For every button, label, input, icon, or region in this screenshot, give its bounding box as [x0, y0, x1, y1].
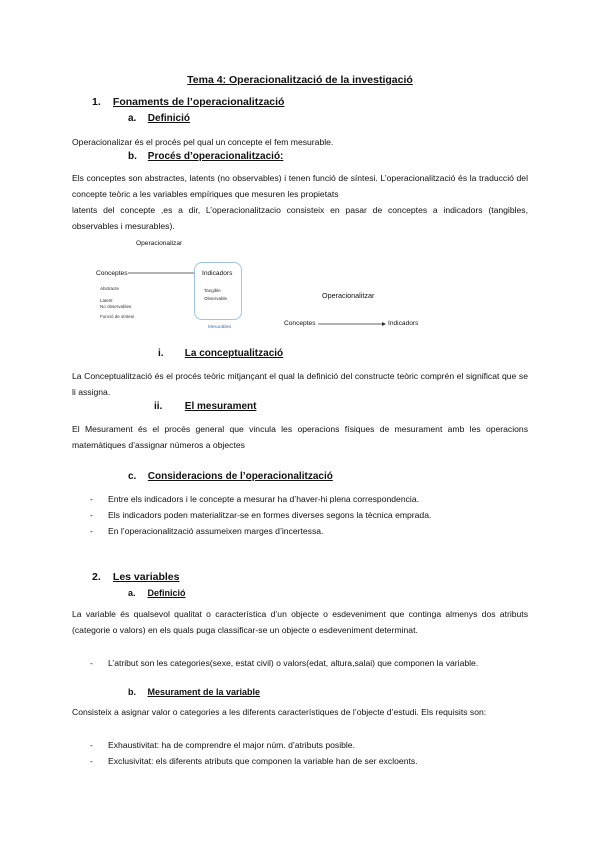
concept-attr-1: Abstracte — [100, 286, 120, 291]
bullet-dash: - — [90, 756, 93, 766]
requirement-item-2 — [90, 753, 528, 769]
subsection-1bii-label: El mesurament — [184, 401, 257, 412]
section-1-number: 1. — [92, 96, 101, 108]
subsection-1b-number: b. — [128, 151, 137, 162]
consideration-item-2 — [90, 507, 528, 523]
subsection-1a-heading — [128, 113, 190, 124]
conceptualization-paragraph: La Conceptualització és el procés teòric mitjançant el qual la definició del constructe teòric comprén el significat que se li assigna. — [72, 371, 528, 397]
concept-attr-3: No observables — [100, 304, 132, 309]
subsection-1c-number: c. — [128, 471, 137, 482]
page-title: Tema 4: Operacionalització de la investigació — [187, 74, 413, 86]
subsection-2b-label: Mesurament de la variable — [147, 687, 261, 697]
section-2-number: 2. — [92, 571, 101, 583]
variable-definition-paragraph: La variable és qualsevol qualitat o característica d’un objecte o esdeveniment que continga almenys dos atributs (categorie o valors) en els quals puga classificar-se un objecte o esdeveniment determinat. — [72, 609, 528, 635]
diagram2-concepts-label: Conceptes — [284, 320, 316, 327]
subsection-1a-label: Definició — [147, 113, 191, 124]
subsection-2a-label: Definició — [147, 588, 186, 598]
bullet-dash: - — [90, 658, 93, 668]
subsection-2a-heading — [128, 588, 186, 598]
section-1-heading — [92, 96, 284, 108]
diagram-title: Operacionalizar — [136, 240, 183, 247]
requirement-item-1 — [90, 737, 528, 753]
bullet-dash: - — [90, 740, 93, 750]
attribute-item-text: L’atribut son les categories(sexe, estat civil) o valors(edat, altura,salai) que componen la variable. — [108, 658, 479, 668]
bullet-dash: - — [90, 526, 93, 536]
diagram2-indicators-label: Indicadors — [388, 320, 419, 327]
subsection-1bii-number: ii. — [154, 401, 163, 412]
section-2-label: Les variables — [112, 571, 180, 583]
requirement-item-1-text: Exhaustivitat: ha de comprendre el major núm. d’atributs posible. — [108, 740, 355, 750]
diagram2-title: Operacionalitzar — [322, 291, 375, 300]
subsection-1a-number: a. — [128, 113, 137, 124]
subsection-1bi-heading — [158, 348, 283, 359]
bullet-dash: - — [90, 510, 93, 520]
subsection-2b-number: b. — [128, 687, 136, 697]
diagram-indicators-label: Indicadors — [202, 270, 233, 277]
subsection-1bii-heading — [154, 401, 256, 412]
subsection-2a-number: a. — [128, 588, 136, 598]
section-1-label: Fonaments de l’operacionalització — [112, 96, 285, 108]
consideration-item-3 — [90, 523, 528, 539]
attribute-item — [90, 655, 528, 687]
indicator-attr-1: Tangible — [204, 288, 221, 293]
measurement-paragraph: El Mesurament és el procés general que vincula les operacions físiques de mesurament amb les operacions matemàtiques d’assignar números a objectes — [72, 424, 528, 450]
indicator-measurable: Mesurables — [208, 324, 232, 329]
subsection-1c-label: Consideracions de l’operacionalització — [147, 471, 333, 482]
consideration-item-1-text: Entre els indicadors i le concepte a mesurar ha d’haver-hi plena correspondencia. — [108, 494, 419, 504]
diagram2-arrow — [280, 286, 430, 336]
concept-attr-4: Funció de síntesi — [100, 314, 135, 319]
subsection-1bi-label: La conceptualització — [184, 348, 284, 359]
indicator-attr-2: Observable — [204, 296, 228, 301]
operationalize-diagram-simple — [280, 286, 430, 336]
subsection-1b-label: Procés d’operacionalització: — [147, 151, 284, 162]
process-paragraph-2: latents del concepte ,es a dir, L’operacionalitzacio consisteix en pasar de conceptes a indicadors (tangibles, observables i mesurables). — [72, 205, 528, 231]
bullet-dash: - — [90, 494, 93, 504]
consideration-item-3-text: En l’operacionalització assumeixen marges d’incertessa. — [108, 526, 324, 536]
requirement-item-2-text: Exclusivitat: els diferents atributs que componen la variable han de ser excloents. — [108, 756, 418, 766]
definition-paragraph: Operacionalizar és el procés pel qual un concepte el fem mesurable. — [72, 137, 334, 147]
subsection-1b-heading — [128, 151, 283, 162]
subsection-1c-heading — [128, 471, 333, 482]
section-2-heading — [92, 571, 179, 583]
operationalize-diagram — [80, 236, 280, 336]
consideration-item-2-text: Els indicadors poden materialitzar-se en formes diverses segons la tècnica emprada. — [108, 510, 432, 520]
concept-attr-2: Latent — [100, 298, 113, 303]
subsection-1bi-number: i. — [158, 348, 164, 359]
diagram-concepts-label: Conceptes — [96, 270, 128, 277]
variable-measurement-paragraph: Consisteix a asignar valor o categories a les diferents característiques de l’objecte d’estudi. Els requisits son: — [72, 707, 487, 717]
subsection-2b-heading — [128, 687, 260, 697]
consideration-item-1 — [90, 491, 528, 507]
process-paragraph-1: Els conceptes son abstractes, latents (no observables) i tenen funció de síntesi. L’operacionalització és la traducció del concepte teòric a les variables empíriques que mesuren les propietats — [72, 173, 528, 199]
